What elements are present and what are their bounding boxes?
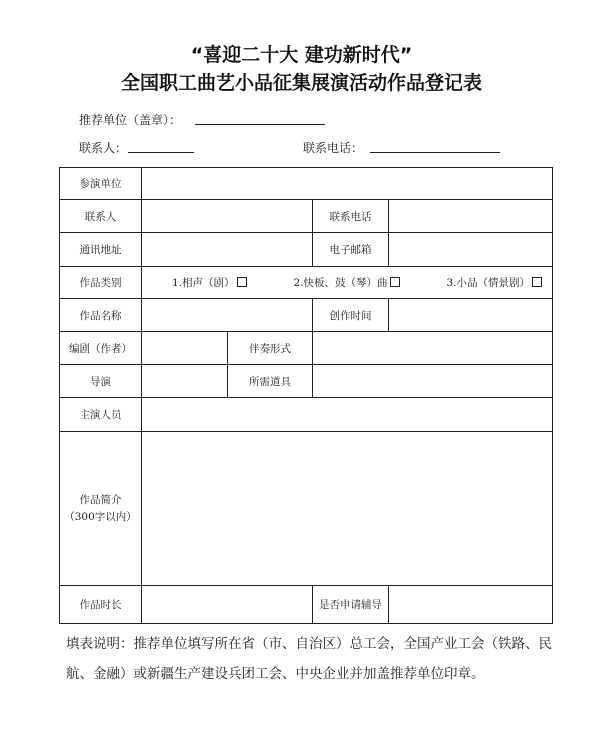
row-duration <box>60 586 553 624</box>
row-performers <box>60 398 553 432</box>
address-cell[interactable] <box>142 233 313 267</box>
form-title-line2: 全国职工曲艺小品征集展演活动作品登记表 <box>120 72 482 94</box>
performers-cell[interactable] <box>142 398 553 432</box>
row-intro <box>60 432 553 586</box>
contact-label: 联系人： <box>79 141 128 155</box>
row-participating-unit <box>60 168 553 200</box>
category-option-3[interactable] <box>447 275 543 290</box>
work-name-cell[interactable] <box>142 299 313 332</box>
row-contact <box>60 200 553 233</box>
contact-person-label: 联系人 <box>60 200 142 233</box>
intro-label-line2: （300字以内） <box>64 510 137 523</box>
address-label: 通讯地址 <box>60 233 142 267</box>
checkbox-icon[interactable] <box>532 277 542 287</box>
intro-label-line1: 作品简介 <box>79 493 122 506</box>
category-label: 作品类别 <box>60 267 142 299</box>
participating-unit-cell[interactable] <box>142 168 553 200</box>
email-label: 电子邮箱 <box>313 233 389 267</box>
director-label: 导演 <box>60 365 142 398</box>
checkbox-icon[interactable] <box>237 277 247 287</box>
checkbox-icon[interactable] <box>390 277 400 287</box>
performers-label: 主演人员 <box>60 398 142 432</box>
email-cell[interactable] <box>389 233 553 267</box>
row-address <box>60 233 553 267</box>
writer-label: 编剧（作者） <box>60 332 142 365</box>
row-work-name <box>60 299 553 332</box>
category-option-1-label: 1.相声（剧） <box>172 277 235 289</box>
category-option-3-label: 3.小品（情景剧） <box>446 277 531 289</box>
props-cell[interactable] <box>313 365 553 398</box>
apply-coaching-label: 是否申请辅导 <box>313 586 389 624</box>
props-label: 所需道具 <box>228 365 313 398</box>
phone-label: 联系电话： <box>303 141 364 155</box>
work-name-label: 作品名称 <box>60 299 142 332</box>
duration-cell[interactable] <box>142 586 313 624</box>
contact-field[interactable] <box>128 152 194 153</box>
duration-label: 作品时长 <box>60 586 142 624</box>
recommend-unit-label: 推荐单位（盖章）： <box>79 113 182 127</box>
director-cell[interactable] <box>142 365 228 398</box>
category-options-cell <box>142 267 553 299</box>
intro-cell[interactable] <box>142 432 553 586</box>
creation-time-cell[interactable] <box>389 299 553 332</box>
row-director <box>60 365 553 398</box>
category-option-2[interactable] <box>294 275 400 290</box>
recommend-unit-field[interactable] <box>195 124 325 125</box>
creation-time-label: 创作时间 <box>313 299 389 332</box>
form-title-line1: “喜迎二十大 建功新时代” <box>190 44 413 66</box>
apply-coaching-cell[interactable] <box>389 586 553 624</box>
participating-unit-label: 参演单位 <box>60 168 142 200</box>
contact-phone-label: 联系电话 <box>313 200 389 233</box>
accompaniment-cell[interactable] <box>313 332 553 365</box>
contact-person-cell[interactable] <box>142 200 313 233</box>
phone-field[interactable] <box>370 152 500 153</box>
fill-instructions: 填表说明：推荐单位填写所在省（市、自治区）总工会，全国产业工会（铁路、民航、金融）或新疆生产建设兵团工会、中央企业并加盖推荐单位印章。 <box>66 636 552 682</box>
registration-table <box>59 167 553 624</box>
contact-phone-cell[interactable] <box>389 200 553 233</box>
accompaniment-label: 伴奏形式 <box>228 332 313 365</box>
writer-cell[interactable] <box>142 332 228 365</box>
category-option-2-label: 2.快板、鼓（琴）曲 <box>293 277 388 289</box>
category-option-1[interactable] <box>172 275 247 290</box>
row-writer <box>60 332 553 365</box>
intro-label <box>60 432 142 586</box>
row-category <box>60 267 553 299</box>
